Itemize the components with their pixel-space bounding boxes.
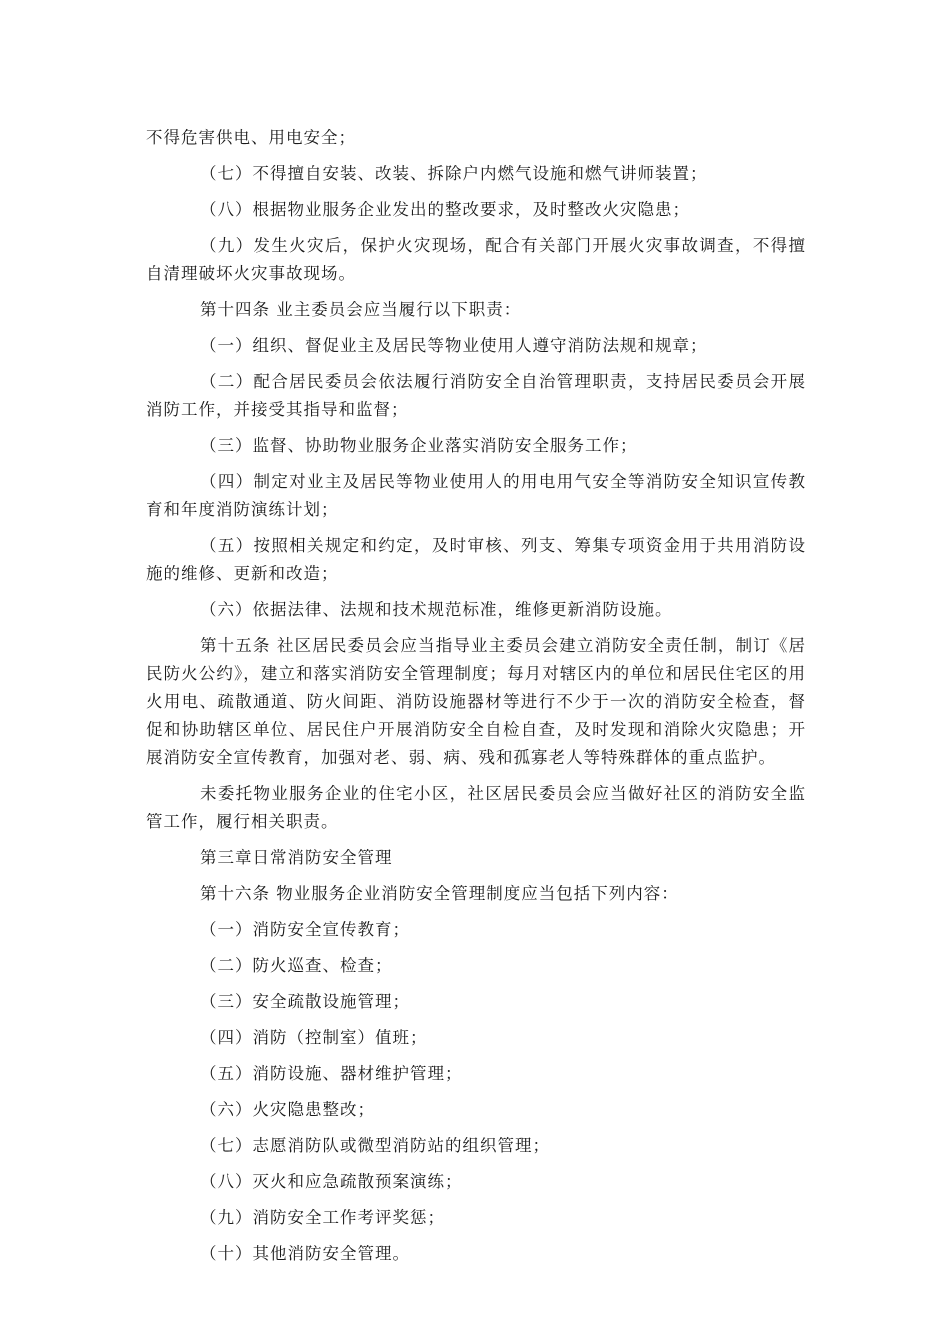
list-item: （二）配合居民委员会依法履行消防安全自治管理职责，支持居民委员会开展消防工作，并接受其指导和监督； bbox=[146, 372, 806, 419]
list-item: （七）志愿消防队或微型消防站的组织管理； bbox=[200, 1136, 550, 1155]
list-item: （一）组织、督促业主及居民等物业使用人遵守消防法规和规章； bbox=[200, 336, 708, 355]
list-item: （二）防火巡查、检查； bbox=[200, 956, 393, 975]
paragraph: 不得危害供电、用电安全； bbox=[146, 128, 356, 147]
document-page bbox=[146, 124, 806, 1276]
list-item: （三）监督、协助物业服务企业落实消防安全服务工作； bbox=[200, 436, 638, 455]
list-item: （六）火灾隐患整改； bbox=[200, 1100, 375, 1119]
article-heading: 第十四条 业主委员会应当履行以下职责： bbox=[200, 300, 522, 319]
chapter-heading: 第三章日常消防安全管理 bbox=[200, 848, 393, 867]
list-item: （十）其他消防安全管理。 bbox=[200, 1244, 410, 1263]
list-item: （四）制定对业主及居民等物业使用人的用电用气安全等消防安全知识宣传教育和年度消防演练计划； bbox=[146, 472, 806, 519]
list-item: （五）消防设施、器材维护管理； bbox=[200, 1064, 463, 1083]
article-paragraph: 第十五条 社区居民委员会应当指导业主委员会建立消防安全责任制，制订《居民防火公约》，建立和落实消防安全管理制度；每月对辖区内的单位和居民住宅区的用火用电、疏散通道、防火间距、消防设施器材等进行不少于一次的消防安全检查，督促和协助辖区单位、居民住户开展消防安全自检自查，及时发现和消除火灾隐患；开展消防安全宣传教育，加强对老、弱、病、残和孤寡老人等特殊群体的重点监护。 bbox=[146, 636, 806, 767]
list-item: （九）消防安全工作考评奖惩； bbox=[200, 1208, 445, 1227]
article-heading: 第十六条 物业服务企业消防安全管理制度应当包括下列内容： bbox=[200, 884, 679, 903]
list-item: （六）依据法律、法规和技术规范标准，维修更新消防设施。 bbox=[200, 600, 673, 619]
list-item: （八）灭火和应急疏散预案演练； bbox=[200, 1172, 463, 1191]
list-item: （三）安全疏散设施管理； bbox=[200, 992, 410, 1011]
paragraph: （八）根据物业服务企业发出的整改要求，及时整改火灾隐患； bbox=[200, 200, 690, 219]
paragraph: （九）发生火灾后，保护火灾现场，配合有关部门开展火灾事故调查，不得擅自清理破坏火灾事故现场。 bbox=[146, 236, 806, 283]
list-item: （一）消防安全宣传教育； bbox=[200, 920, 410, 939]
paragraph: 未委托物业服务企业的住宅小区，社区居民委员会应当做好社区的消防安全监管工作，履行相关职责。 bbox=[146, 784, 806, 831]
list-item: （四）消防（控制室）值班； bbox=[200, 1028, 428, 1047]
paragraph: （七）不得擅自安装、改装、拆除户内燃气设施和燃气讲师装置； bbox=[200, 164, 708, 183]
list-item: （五）按照相关规定和约定，及时审核、列支、筹集专项资金用于共用消防设施的维修、更新和改造； bbox=[146, 536, 806, 583]
